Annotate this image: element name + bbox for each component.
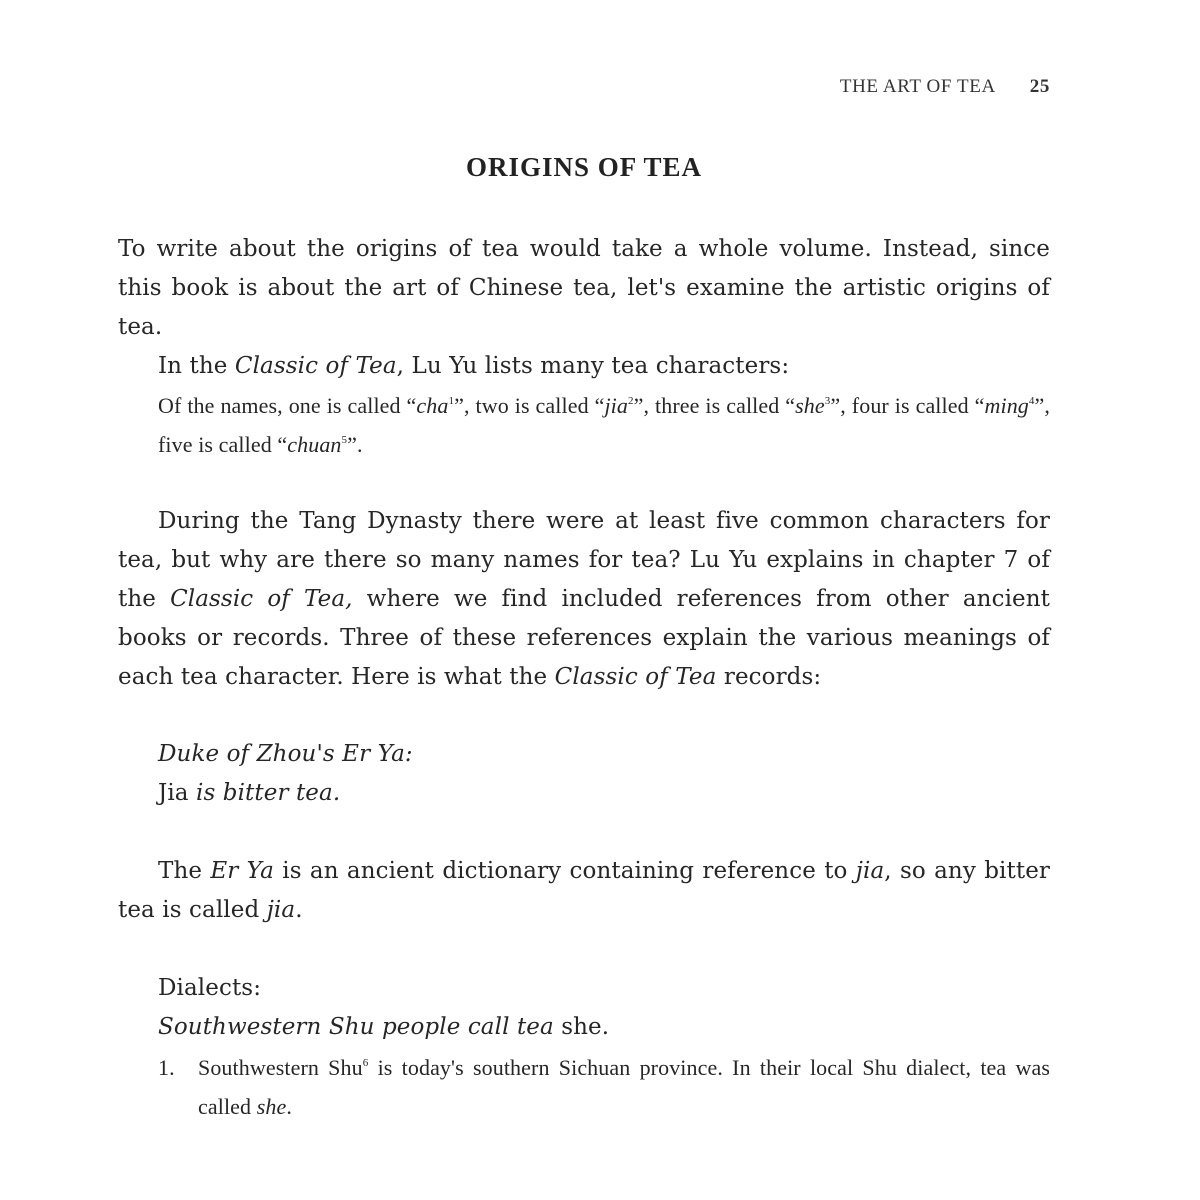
dialects-line: Southwestern Shu people call tea she. xyxy=(158,1014,610,1040)
page-number: 25 xyxy=(1029,76,1050,97)
list-item: 1. Southwestern Shu$^6$ is today's southern Sichuan province. In their local Shu dialect, tea was called she. xyxy=(158,1055,1051,1119)
numbered-list xyxy=(118,1048,1050,1126)
er-ya-paragraph: The Er Ya is an ancient dictionary containing reference to jia, so any bitter tea is called jia. xyxy=(118,858,1050,923)
dialects-heading: Dialects: xyxy=(158,975,262,1001)
running-title: THE ART OF TEA xyxy=(839,76,996,97)
dialects-block xyxy=(118,969,1090,1047)
intro-paragraph: To write about the origins of tea would take a whole volume. Instead, since this book is about the art of Chinese tea, let's examine the artistic origins of tea. xyxy=(118,236,1050,340)
intro-lead-in: In the Classic of Tea, Lu Yu lists many tea characters: xyxy=(158,353,790,379)
er-ya-line: Jia is bitter tea. xyxy=(158,780,341,806)
er-ya-source: Duke of Zhou's Er Ya: xyxy=(158,741,413,767)
running-header xyxy=(840,76,1050,98)
intro-block xyxy=(118,230,1050,386)
names-quote: Of the names, one is called “cha$^1$”, two is called “jia$^2$”, three is called “she$^3$”, four is called “ming$^4$”, five is called “chuan$^5$”. xyxy=(158,393,1050,457)
er-ya-quote xyxy=(118,735,1090,813)
tang-dynasty-paragraph: During the Tang Dynasty there were at least five common characters for tea, but why are there so many names for tea? Lu Yu explains in chapter 7 of the Classic of Tea, where we find included references from other ancient books or records. Three of these references explain the various meanings of each tea character. Here is what the Classic of Tea records: xyxy=(118,508,1050,690)
section-title: ORIGINS OF TEA xyxy=(465,152,703,182)
